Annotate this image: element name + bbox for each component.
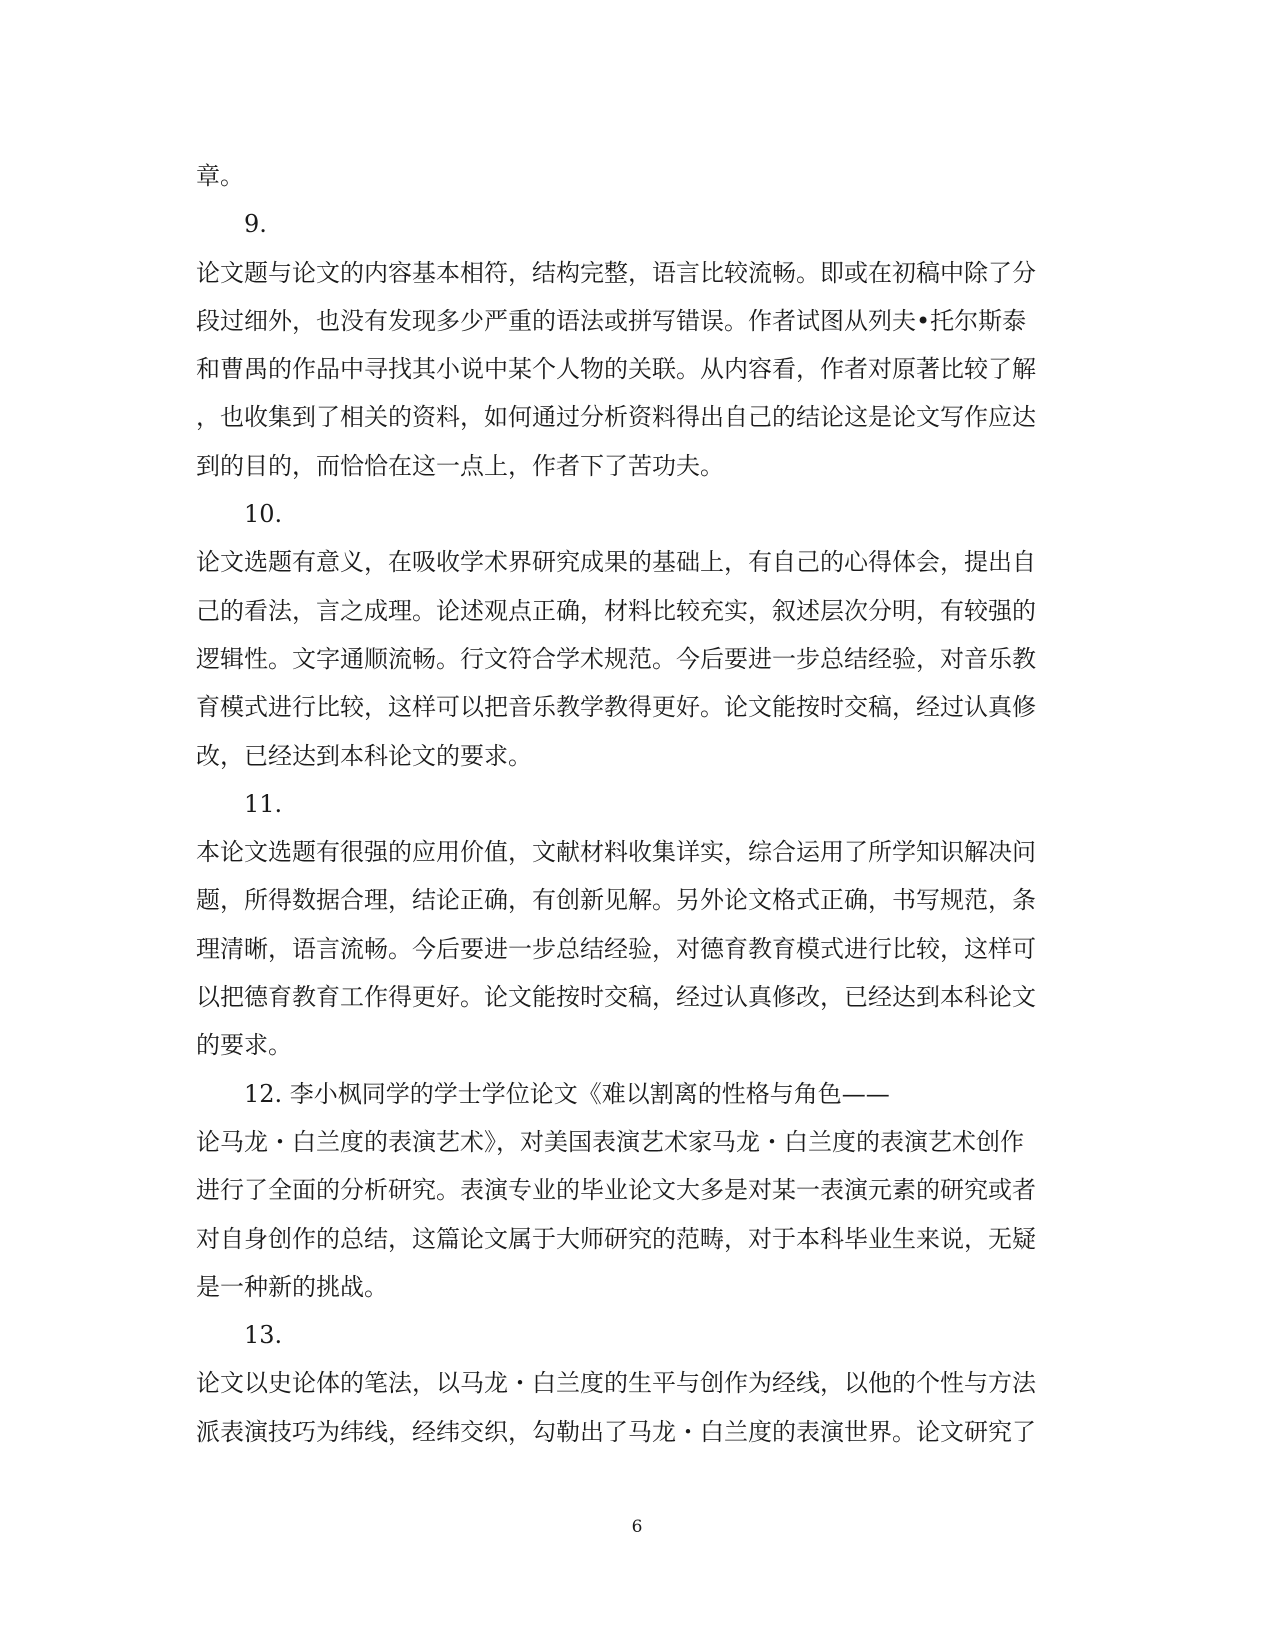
text-line: ，也收集到了相关的资料，如何通过分析资料得出自己的结论这是论文写作应达 xyxy=(196,403,1036,432)
text-line: 10. xyxy=(244,500,283,529)
text-line: 论文以史论体的笔法，以马龙・白兰度的生平与创作为经线，以他的个性与方法 xyxy=(196,1369,1036,1398)
text-line: 论文选题有意义，在吸收学术界研究成果的基础上，有自己的心得体会，提出自 xyxy=(196,548,1036,577)
text-line: 是一种新的挑战。 xyxy=(196,1272,388,1301)
text-line: 逻辑性。文字通顺流畅。行文符合学术规范。今后要进一步总结经验，对音乐教 xyxy=(196,644,1036,673)
text-line: 派表演技巧为纬线，经纬交织，勾勒出了马龙・白兰度的表演世界。论文研究了 xyxy=(196,1417,1036,1446)
text-line: 改，已经达到本科论文的要求。 xyxy=(196,741,532,770)
text-line: 题，所得数据合理，结论正确，有创新见解。另外论文格式正确，书写规范，条 xyxy=(196,886,1036,915)
text-line: 11. xyxy=(244,789,283,818)
text-line: 论文题与论文的内容基本相符，结构完整，语言比较流畅。即或在初稿中除了分 xyxy=(196,258,1036,287)
text-line: 本论文选题有很强的应用价值，文献材料收集详实，综合运用了所学知识解决问 xyxy=(196,838,1036,867)
text-line: 9. xyxy=(244,210,267,239)
text-line: 章。 xyxy=(196,162,244,190)
text-line: 育模式进行比较，这样可以把音乐教学教得更好。论文能按时交稿，经过认真修 xyxy=(196,693,1036,722)
text-line: 对自身创作的总结，这篇论文属于大师研究的范畴，对于本科毕业生来说，无疑 xyxy=(196,1224,1036,1253)
text-line: 到的目的，而恰恰在这一点上，作者下了苦功夫。 xyxy=(196,451,724,480)
text-line: 以把德育教育工作得更好。论文能按时交稿，经过认真修改，已经达到本科论文 xyxy=(196,983,1036,1012)
text-line: 己的看法，言之成理。论述观点正确，材料比较充实，叙述层次分明，有较强的 xyxy=(196,596,1036,625)
text-line: 的要求。 xyxy=(196,1031,292,1060)
text-line: 论马龙・白兰度的表演艺术》，对美国表演艺术家马龙・白兰度的表演艺术创作 xyxy=(196,1127,1024,1156)
text-line: 12. 李小枫同学的学士学位论文《难以割离的性格与角色—— xyxy=(244,1079,890,1108)
body-text xyxy=(196,152,1081,1456)
text-line: 段过细外，也没有发现多少严重的语法或拼写错误。作者试图从列夫•托尔斯泰 xyxy=(196,306,1027,335)
text-line: 进行了全面的分析研究。表演专业的毕业论文大多是对某一表演元素的研究或者 xyxy=(196,1176,1036,1205)
text-line: 和曹禺的作品中寻找其小说中某个人物的关联。从内容看，作者对原著比较了解 xyxy=(196,355,1036,384)
page-number: 6 xyxy=(631,1517,643,1537)
text-line: 理清晰，语言流畅。今后要进一步总结经验，对德育教育模式进行比较，这样可 xyxy=(196,934,1036,963)
text-line: 13. xyxy=(244,1321,283,1350)
